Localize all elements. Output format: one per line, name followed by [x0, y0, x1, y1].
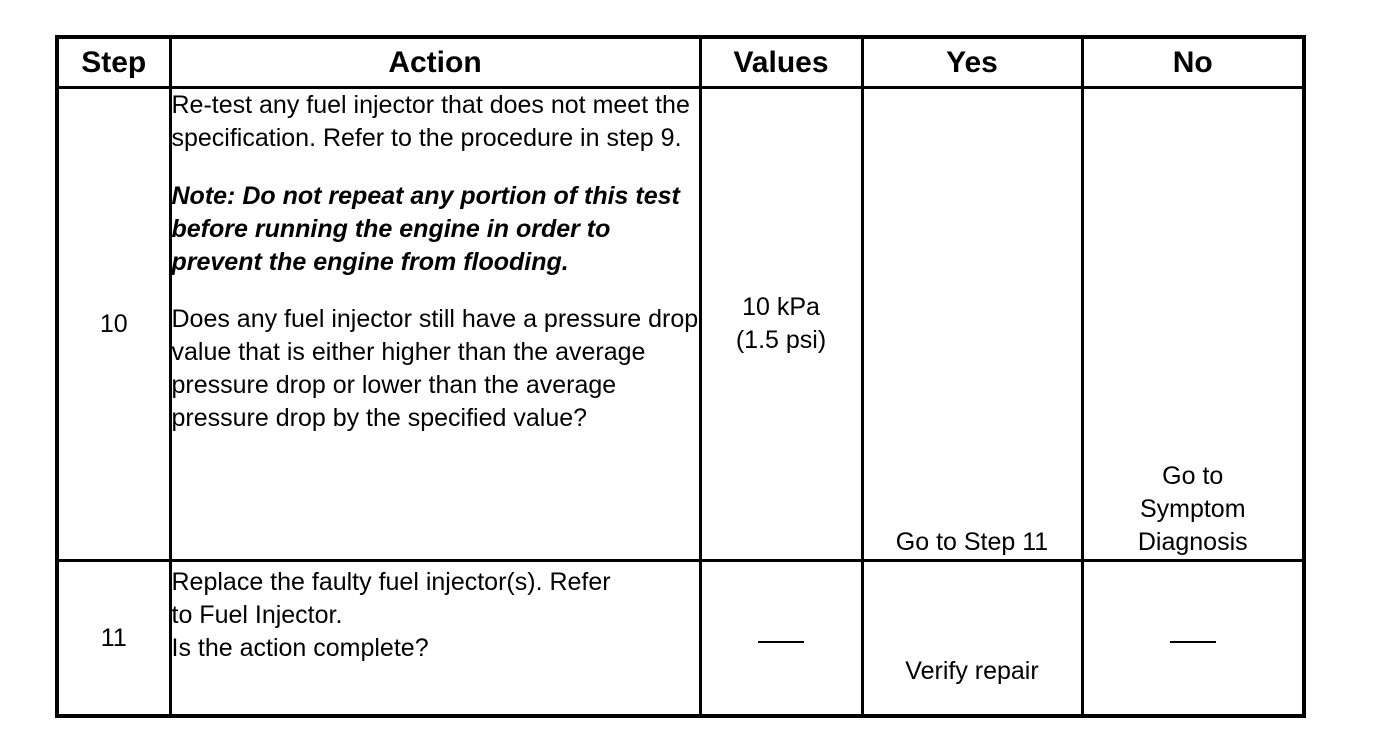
- yes-result: Verify repair: [905, 657, 1039, 685]
- header-yes: Yes: [862, 37, 1082, 88]
- header-values: Values: [700, 37, 862, 88]
- values-cell: [700, 88, 862, 561]
- action-line: Is the action complete?: [171, 634, 429, 662]
- diagnostic-table: [55, 35, 1306, 718]
- header-action: Action: [170, 37, 700, 88]
- action-cell: [170, 88, 700, 561]
- yes-result: Go to Step 11: [895, 528, 1049, 556]
- step-number: 11: [57, 561, 170, 717]
- header-row: [57, 37, 1304, 88]
- values-cell: [700, 561, 862, 717]
- empty-value-dash: [1170, 641, 1216, 643]
- action-line: Replace the faulty fuel injector(s). Refer: [171, 568, 611, 596]
- no-cell: [1082, 88, 1304, 561]
- no-cell: [1082, 561, 1304, 717]
- action-cell: [170, 561, 700, 717]
- header-no: No: [1082, 37, 1304, 88]
- no-result-line: Symptom: [1139, 495, 1246, 523]
- value-metric: 10 kPa: [742, 293, 820, 321]
- action-question: Does any fuel injector still have a pressure drop value that is either higher than the average pressure drop or lower than the average pressure drop by the specified value?: [171, 305, 699, 432]
- yes-cell: [862, 88, 1082, 561]
- empty-value-dash: [758, 641, 804, 643]
- no-result-line: Go to: [1162, 462, 1224, 490]
- action-note: Note: Do not repeat any portion of this test before running the engine in order to prevent the engine from flooding.: [171, 182, 680, 276]
- action-instruction: Re-test any fuel injector that does not meet the specification. Refer to the procedure in step 9.: [171, 91, 690, 152]
- header-step: Step: [57, 37, 170, 88]
- action-line: to Fuel Injector.: [171, 601, 343, 629]
- table-row: [57, 561, 1304, 717]
- yes-cell: [862, 561, 1082, 717]
- table-row: [57, 88, 1304, 561]
- step-number: 10: [57, 88, 170, 561]
- value-imperial: (1.5 psi): [735, 326, 827, 354]
- no-result-line: Diagnosis: [1137, 528, 1248, 556]
